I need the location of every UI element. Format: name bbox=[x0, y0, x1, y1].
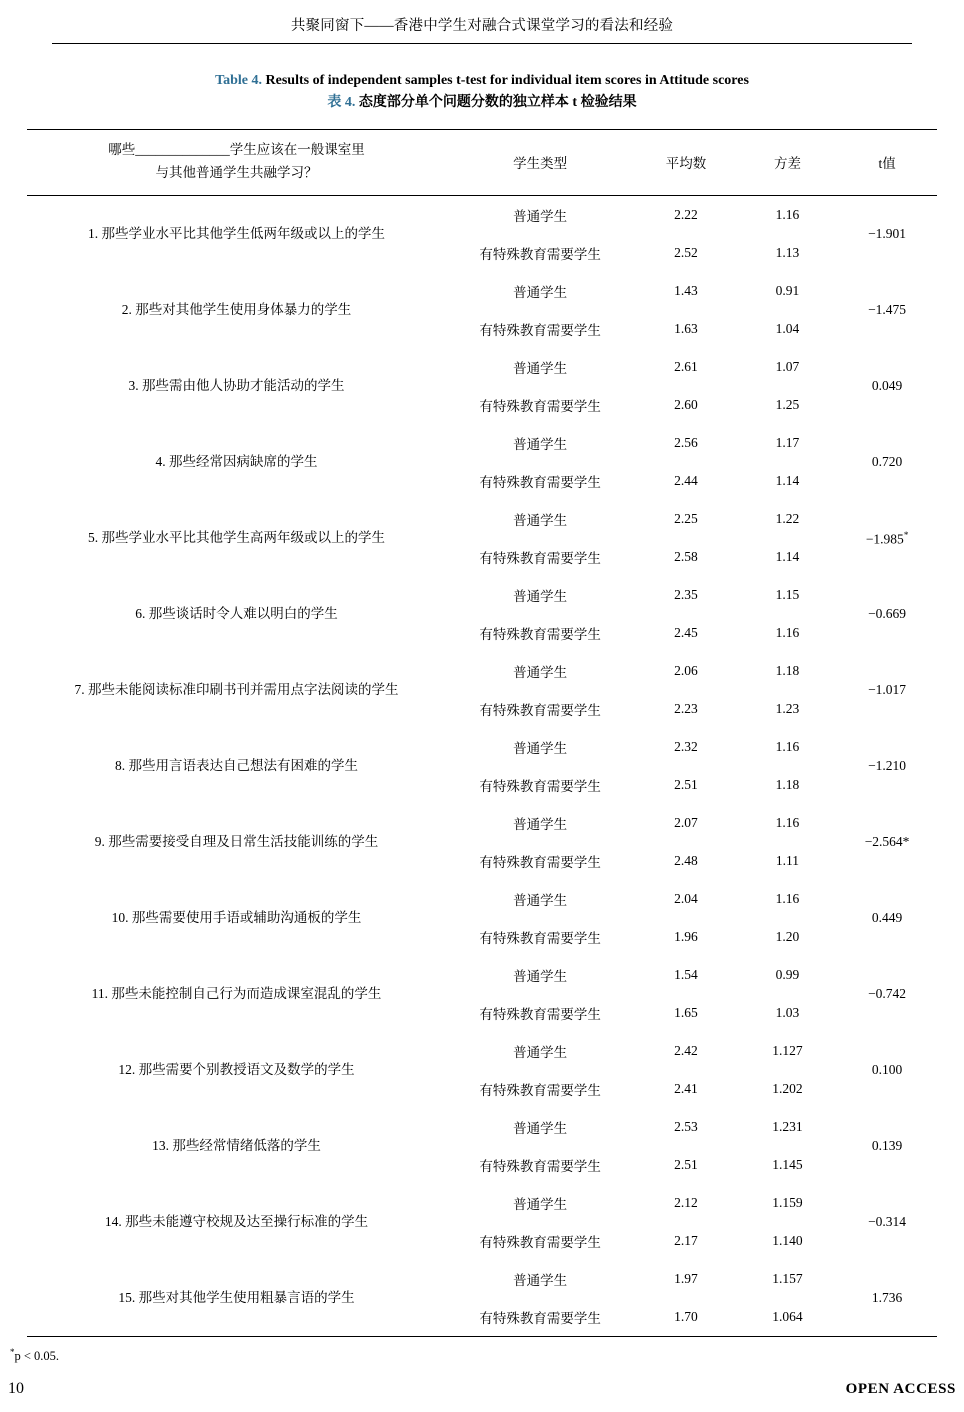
table-row bbox=[27, 1260, 937, 1298]
student-type-general: 普通学生 bbox=[513, 513, 568, 529]
mean-value: 2.51 bbox=[674, 777, 698, 793]
mean-value: 2.48 bbox=[674, 853, 698, 869]
table-bottom-rule bbox=[27, 1337, 937, 1338]
table-row bbox=[27, 196, 937, 234]
table-row bbox=[27, 652, 937, 690]
caption-english bbox=[0, 70, 964, 92]
student-type-sen: 有特殊教育需要学生 bbox=[479, 475, 601, 491]
variance-value: 1.145 bbox=[772, 1157, 803, 1173]
student-type-general: 普通学生 bbox=[513, 665, 568, 681]
mean-value: 2.56 bbox=[674, 435, 698, 451]
t-value bbox=[837, 348, 937, 424]
mean-value: 2.12 bbox=[674, 1195, 698, 1211]
t-value bbox=[837, 576, 937, 652]
student-type-sen: 有特殊教育需要学生 bbox=[479, 931, 601, 947]
mean-value: 2.06 bbox=[674, 663, 698, 679]
mean-value: 1.54 bbox=[674, 967, 698, 983]
t-value-number: −0.669 bbox=[868, 606, 907, 622]
mean-value: 2.58 bbox=[674, 549, 698, 565]
table-row bbox=[27, 576, 937, 614]
student-type-general: 普通学生 bbox=[513, 893, 568, 909]
variance-value: 1.23 bbox=[775, 701, 800, 717]
student-type-sen: 有特殊教育需要学生 bbox=[479, 1083, 601, 1099]
item-label: 14. 那些未能遵守校规及达至操行标准的学生 bbox=[104, 1214, 369, 1230]
caption-label-zh: 表 4. bbox=[327, 94, 356, 110]
item-label: 5. 那些学业水平比其他学生高两年级或以上的学生 bbox=[88, 530, 386, 546]
variance-value: 1.064 bbox=[772, 1309, 803, 1325]
student-type-general: 普通学生 bbox=[513, 285, 568, 301]
item-label: 10. 那些需要使用手语或辅助沟通板的学生 bbox=[111, 910, 362, 926]
variance-value: 1.14 bbox=[775, 549, 800, 565]
t-value bbox=[837, 500, 937, 576]
variance-value: 1.157 bbox=[772, 1271, 803, 1287]
caption-label-en: Table 4. bbox=[215, 73, 263, 88]
table-row bbox=[27, 1108, 937, 1146]
t-value-number: −0.742 bbox=[868, 986, 907, 1002]
student-type-sen: 有特殊教育需要学生 bbox=[479, 855, 601, 871]
variance-value: 1.16 bbox=[775, 815, 800, 831]
item-label: 4. 那些经常因病缺席的学生 bbox=[155, 454, 318, 470]
item-label: 2. 那些对其他学生使用身体暴力的学生 bbox=[121, 302, 352, 318]
student-type-general: 普通学生 bbox=[513, 741, 568, 757]
mean-value: 1.65 bbox=[674, 1005, 698, 1021]
variance-value: 1.22 bbox=[775, 511, 800, 527]
t-value-number: 0.449 bbox=[871, 910, 903, 926]
mean-value: 2.52 bbox=[674, 245, 698, 261]
student-type-sen: 有特殊教育需要学生 bbox=[479, 323, 601, 339]
table-row bbox=[27, 424, 937, 462]
mean-value: 2.17 bbox=[674, 1233, 698, 1249]
table-head bbox=[27, 130, 937, 196]
t-value bbox=[837, 272, 937, 348]
variance-value: 1.231 bbox=[772, 1119, 803, 1135]
student-type-sen: 有特殊教育需要学生 bbox=[479, 703, 601, 719]
table-row bbox=[27, 348, 937, 386]
t-value-number: 0.720 bbox=[871, 454, 903, 470]
variance-value: 1.13 bbox=[775, 245, 800, 261]
student-type-sen: 有特殊教育需要学生 bbox=[479, 627, 601, 643]
mean-value: 1.43 bbox=[674, 283, 698, 299]
caption-chinese bbox=[0, 92, 964, 114]
variance-value: 1.17 bbox=[775, 435, 800, 451]
variance-value: 1.07 bbox=[775, 359, 800, 375]
student-type-general: 普通学生 bbox=[513, 1273, 568, 1289]
student-type-sen: 有特殊教育需要学生 bbox=[479, 399, 601, 415]
table-row bbox=[27, 728, 937, 766]
t-value-number: 0.049 bbox=[871, 378, 903, 394]
variance-value: 1.04 bbox=[775, 321, 800, 337]
table-footnote bbox=[6, 1347, 964, 1364]
variance-value: 1.25 bbox=[775, 397, 800, 413]
item-label: 1. 那些学业水平比其他学生低两年级或以上的学生 bbox=[88, 226, 386, 242]
table-row bbox=[27, 1184, 937, 1222]
variance-value: 1.140 bbox=[772, 1233, 803, 1249]
mean-value: 1.97 bbox=[674, 1271, 698, 1287]
variance-value: 1.16 bbox=[775, 207, 800, 223]
page-footer bbox=[0, 1380, 964, 1398]
mean-value: 2.22 bbox=[674, 207, 698, 223]
column-header-mean: 平均数 bbox=[665, 156, 707, 172]
t-value-number: −0.314 bbox=[868, 1214, 907, 1230]
table-row bbox=[27, 880, 937, 918]
item-label: 8. 那些用言语表达自己想法有困难的学生 bbox=[115, 758, 359, 774]
student-type-general: 普通学生 bbox=[513, 437, 568, 453]
header-divider bbox=[52, 43, 912, 44]
table-body bbox=[27, 196, 937, 1337]
item-label: 6. 那些谈话时令人难以明白的学生 bbox=[135, 606, 338, 622]
item-label: 13. 那些经常情绪低落的学生 bbox=[152, 1138, 321, 1154]
mean-value: 2.32 bbox=[674, 739, 698, 755]
table-row bbox=[27, 272, 937, 310]
variance-value: 0.99 bbox=[775, 967, 800, 983]
mean-value: 1.96 bbox=[674, 929, 698, 945]
student-type-general: 普通学生 bbox=[513, 1121, 568, 1137]
variance-value: 1.159 bbox=[772, 1195, 803, 1211]
mean-value: 2.35 bbox=[674, 587, 698, 603]
t-value-number: −1.210 bbox=[868, 758, 907, 774]
t-value bbox=[837, 1184, 937, 1260]
variance-value: 1.18 bbox=[775, 777, 800, 793]
item-label: 12. 那些需要个别教授语文及数学的学生 bbox=[118, 1062, 355, 1078]
student-type-sen: 有特殊教育需要学生 bbox=[479, 551, 601, 567]
student-type-general: 普通学生 bbox=[513, 969, 568, 985]
footnote-text: p < 0.05. bbox=[14, 1349, 60, 1364]
mean-value: 2.45 bbox=[674, 625, 698, 641]
column-header-type: 学生类型 bbox=[513, 156, 568, 172]
variance-value: 1.15 bbox=[775, 587, 800, 603]
t-value bbox=[837, 424, 937, 500]
student-type-sen: 有特殊教育需要学生 bbox=[479, 247, 601, 263]
table-row bbox=[27, 956, 937, 994]
t-value-significance-marker: * bbox=[903, 529, 909, 540]
t-value-number: −1.475 bbox=[868, 302, 907, 318]
student-type-sen: 有特殊教育需要学生 bbox=[479, 1007, 601, 1023]
mean-value: 2.25 bbox=[674, 511, 698, 527]
column-header-item-line2: 与其他普通学生共融学习？ bbox=[155, 165, 318, 181]
mean-value: 1.70 bbox=[674, 1309, 698, 1325]
student-type-general: 普通学生 bbox=[513, 1045, 568, 1061]
variance-value: 1.03 bbox=[775, 1005, 800, 1021]
student-type-sen: 有特殊教育需要学生 bbox=[479, 1311, 601, 1327]
t-value bbox=[837, 1032, 937, 1108]
mean-value: 2.04 bbox=[674, 891, 698, 907]
running-head: 共聚同窗下——香港中学生对融合式课堂学习的看法和经验 bbox=[290, 18, 674, 34]
page-number: 10 bbox=[8, 1380, 24, 1397]
student-type-general: 普通学生 bbox=[513, 589, 568, 605]
t-value-number: −2.564* bbox=[864, 834, 910, 850]
table-row bbox=[27, 500, 937, 538]
student-type-sen: 有特殊教育需要学生 bbox=[479, 1159, 601, 1175]
t-value-number: 0.139 bbox=[871, 1138, 903, 1154]
t-value-number: −1.017 bbox=[868, 682, 907, 698]
student-type-general: 普通学生 bbox=[513, 817, 568, 833]
column-header-item bbox=[27, 130, 446, 195]
mean-value: 2.41 bbox=[674, 1081, 698, 1097]
item-label: 11. 那些未能控制自己行为而造成课室混乱的学生 bbox=[91, 986, 382, 1002]
mean-value: 2.51 bbox=[674, 1157, 698, 1173]
footnote-star: * bbox=[10, 1347, 15, 1358]
variance-value: 1.11 bbox=[775, 853, 800, 869]
item-label: 3. 那些需由他人协助才能活动的学生 bbox=[128, 378, 345, 394]
variance-value: 1.16 bbox=[775, 625, 800, 641]
mean-value: 1.63 bbox=[674, 321, 698, 337]
t-value bbox=[837, 1260, 937, 1337]
mean-value: 2.23 bbox=[674, 701, 698, 717]
variance-value: 1.14 bbox=[775, 473, 800, 489]
t-value bbox=[837, 652, 937, 728]
mean-value: 2.44 bbox=[674, 473, 698, 489]
mean-value: 2.61 bbox=[674, 359, 698, 375]
t-value-number: −1.985 bbox=[865, 531, 904, 546]
student-type-sen: 有特殊教育需要学生 bbox=[479, 779, 601, 795]
item-label: 9. 那些需要接受自理及日常生活技能训练的学生 bbox=[94, 834, 379, 850]
item-label: 15. 那些对其他学生使用粗暴言语的学生 bbox=[118, 1290, 355, 1306]
table-row bbox=[27, 804, 937, 842]
table-row bbox=[27, 1032, 937, 1070]
t-value bbox=[837, 1108, 937, 1184]
item-label: 7. 那些未能阅读标准印刷书刊并需用点字法阅读的学生 bbox=[74, 682, 399, 698]
variance-value: 1.202 bbox=[772, 1081, 803, 1097]
t-value bbox=[837, 728, 937, 804]
t-value-number: 1.736 bbox=[871, 1290, 903, 1306]
variance-value: 1.20 bbox=[775, 929, 800, 945]
variance-value: 0.91 bbox=[775, 283, 800, 299]
t-value-number: 0.100 bbox=[871, 1062, 903, 1078]
column-header-variance: 方差 bbox=[773, 156, 801, 172]
t-value-number: −1.901 bbox=[868, 226, 907, 242]
t-value bbox=[837, 880, 937, 956]
variance-value: 1.16 bbox=[775, 739, 800, 755]
mean-value: 2.42 bbox=[674, 1043, 698, 1059]
t-value bbox=[837, 196, 937, 272]
caption-title-en: Results of independent samples t-test for individual item scores in Attitude scores bbox=[265, 73, 749, 88]
table-foot bbox=[27, 1337, 937, 1338]
mean-value: 2.07 bbox=[674, 815, 698, 831]
mean-value: 2.60 bbox=[674, 397, 698, 413]
variance-value: 1.127 bbox=[772, 1043, 803, 1059]
open-access-label: OPEN ACCESS bbox=[845, 1381, 956, 1397]
student-type-sen: 有特殊教育需要学生 bbox=[479, 1235, 601, 1251]
results-table bbox=[27, 129, 937, 1337]
mean-value: 2.53 bbox=[674, 1119, 698, 1135]
student-type-general: 普通学生 bbox=[513, 1197, 568, 1213]
caption-title-zh: 态度部分单个问题分数的独立样本 t 检验结果 bbox=[358, 94, 637, 110]
t-value bbox=[837, 804, 937, 880]
table-caption bbox=[0, 70, 964, 113]
student-type-general: 普通学生 bbox=[513, 361, 568, 377]
variance-value: 1.18 bbox=[775, 663, 800, 679]
variance-value: 1.16 bbox=[775, 891, 800, 907]
student-type-general: 普通学生 bbox=[513, 209, 568, 225]
column-header-item-line1: 哪些______________学生应该在一般课室里 bbox=[108, 142, 365, 158]
table-header-row bbox=[27, 130, 937, 195]
column-header-t: t值 bbox=[878, 156, 896, 172]
t-value bbox=[837, 956, 937, 1032]
